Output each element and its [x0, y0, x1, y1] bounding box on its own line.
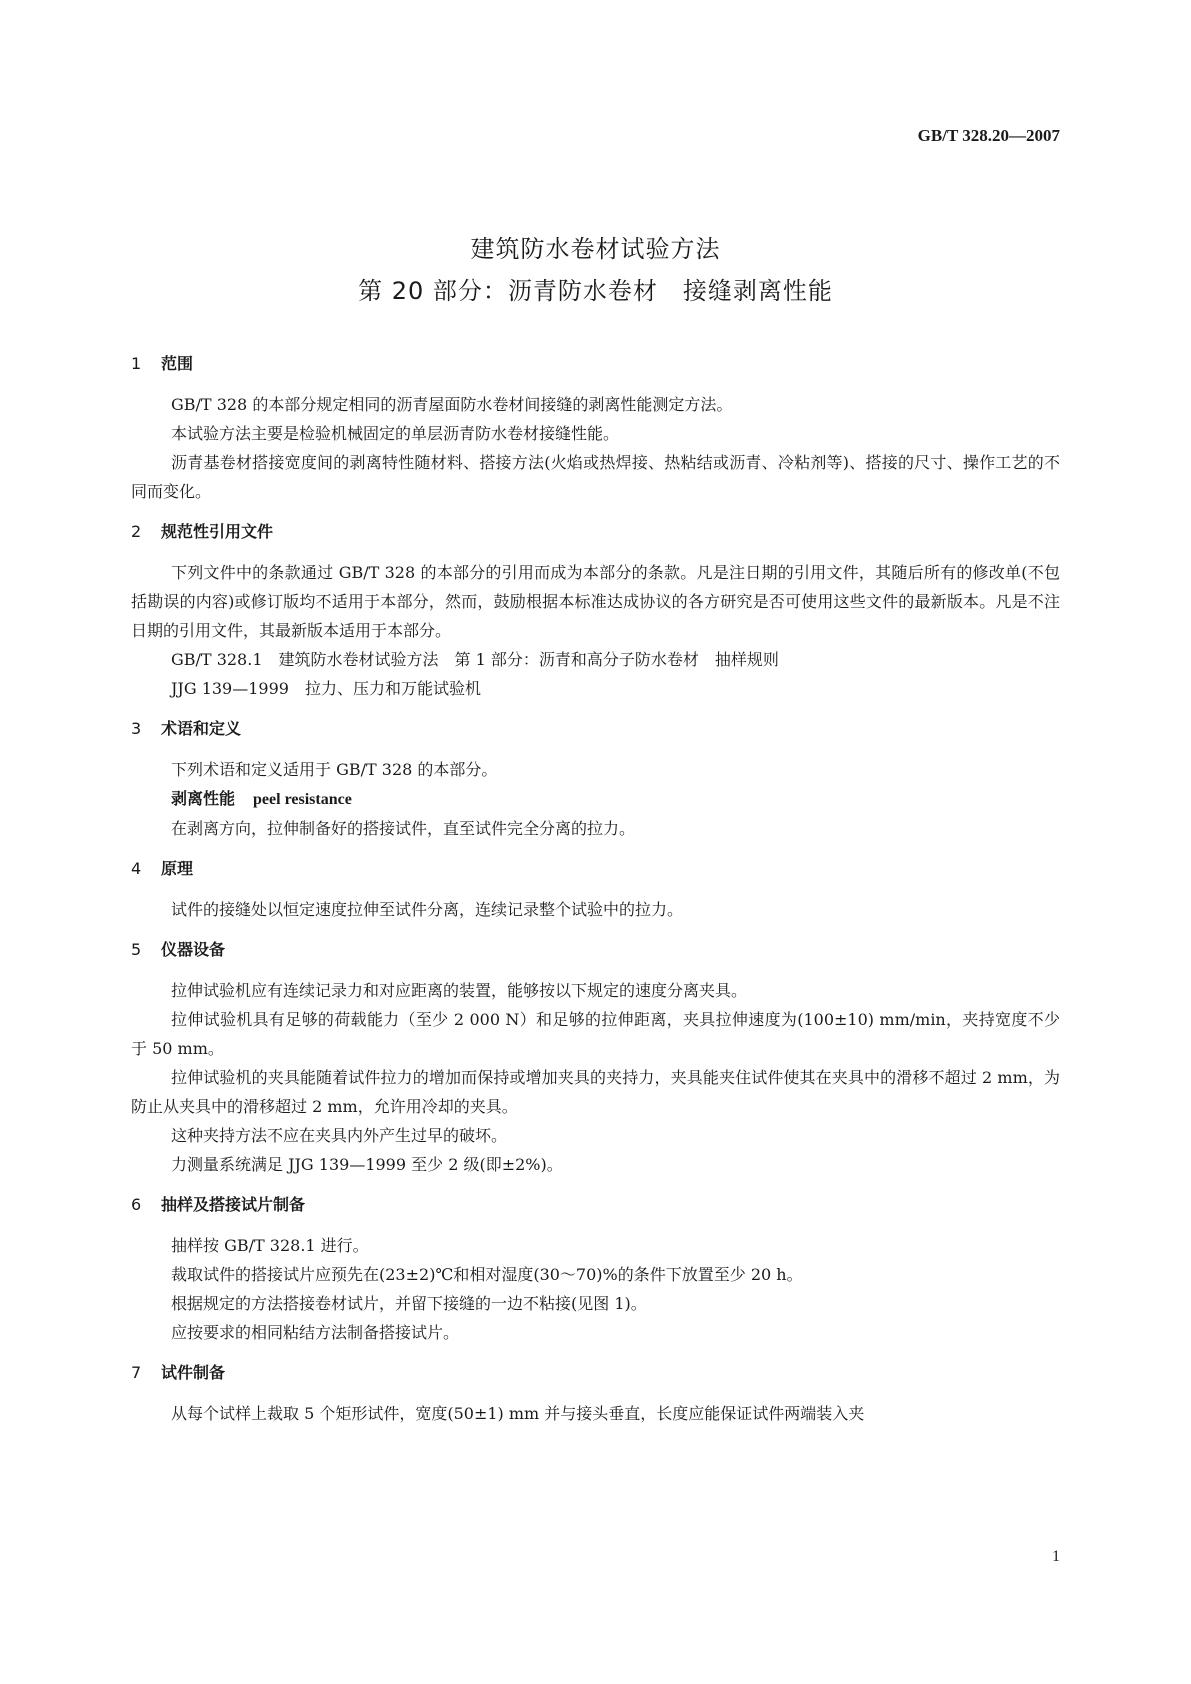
page-number: 1: [1052, 1548, 1060, 1565]
section-heading: [131, 1361, 1060, 1385]
section-2: [131, 520, 1060, 703]
paragraph: 拉伸试验机的夹具能随着试件拉力的增加而保持或增加夹具的夹持力，夹具能夹住试件使其在夹具中的滑移不超过 2 mm，为防止从夹具中的滑移超过 2 mm，允许用冷却的夹具。: [131, 1068, 1060, 1116]
section-title: 抽样及搭接试片制备: [161, 1195, 306, 1214]
section-heading: [131, 938, 1060, 962]
term-chinese: 剥离性能: [171, 789, 236, 808]
title-line-1: 建筑防水卷材试验方法: [470, 235, 721, 263]
term-entry: [131, 784, 1060, 814]
section-number: 4: [131, 859, 142, 878]
section-number: 7: [131, 1363, 142, 1382]
section-3: [131, 717, 1060, 843]
standard-code: GB/T 328.20—2007: [917, 126, 1060, 145]
section-heading: [131, 352, 1060, 376]
section-heading: [131, 717, 1060, 741]
section-number: 1: [131, 354, 142, 373]
section-number: 2: [131, 522, 142, 541]
section-title: 原理: [161, 859, 194, 878]
term-definition: 在剥离方向，拉伸制备好的搭接试件，直至试件完全分离的拉力。: [171, 819, 636, 838]
paragraph: 裁取试件的搭接试片应预先在(23±2)℃和相对湿度(30～70)%的条件下放置至少 20 h。: [171, 1265, 803, 1284]
paragraph: GB/T 328 的本部分规定相同的沥青屋面防水卷材间接缝的剥离性能测定方法。: [171, 395, 733, 414]
section-4: [131, 857, 1060, 924]
document-body: [131, 352, 1060, 1442]
section-6: [131, 1193, 1060, 1347]
paragraph: 抽样按 GB/T 328.1 进行。: [171, 1236, 369, 1255]
section-title: 试件制备: [161, 1363, 226, 1382]
section-number: 3: [131, 719, 142, 738]
reference-item: GB/T 328.1 建筑防水卷材试验方法 第 1 部分：沥青和高分子防水卷材 抽样规则: [171, 650, 779, 669]
section-number: 5: [131, 940, 142, 959]
section-title: 术语和定义: [161, 719, 242, 738]
section-number: 6: [131, 1195, 142, 1214]
section-title: 规范性引用文件: [161, 522, 274, 541]
paragraph: 试件的接缝处以恒定速度拉伸至试件分离，连续记录整个试验中的拉力。: [171, 900, 684, 919]
document-title: [0, 228, 1191, 312]
paragraph: 这种夹持方法不应在夹具内外产生过早的破坏。: [171, 1126, 508, 1145]
paragraph: 下列术语和定义适用于 GB/T 328 的本部分。: [171, 760, 498, 779]
section-5: [131, 938, 1060, 1179]
section-7: [131, 1361, 1060, 1428]
paragraph: 下列文件中的条款通过 GB/T 328 的本部分的引用而成为本部分的条款。凡是注日期的引用文件，其随后所有的修改单(不包括勘误的内容)或修订版均不适用于本部分，然而，鼓励根据本标准达成协议的各方研究是否可使用这些文件的最新版本。凡是不注日期的引用文件，其最新版本适用于本部分。: [131, 563, 1060, 640]
reference-item: JJG 139—1999 拉力、压力和万能试验机: [171, 679, 481, 698]
section-heading: [131, 1193, 1060, 1217]
term-english: peel resistance: [253, 791, 352, 808]
paragraph: 力测量系统满足 JJG 139—1999 至少 2 级(即±2%)。: [171, 1155, 563, 1174]
section-heading: [131, 520, 1060, 544]
title-line-2: 第 20 部分：沥青防水卷材 接缝剥离性能: [358, 277, 833, 305]
paragraph: 根据规定的方法搭接卷材试片，并留下接缝的一边不粘接(见图 1)。: [171, 1294, 647, 1313]
section-title: 范围: [161, 354, 194, 373]
section-1: [131, 352, 1060, 506]
paragraph: 沥青基卷材搭接宽度间的剥离特性随材料、搭接方法(火焰或热焊接、热粘结或沥青、冷粘剂等)、搭接的尺寸、操作工艺的不同而变化。: [131, 453, 1060, 501]
paragraph: 拉伸试验机应有连续记录力和对应距离的装置，能够按以下规定的速度分离夹具。: [171, 981, 748, 1000]
paragraph: 拉伸试验机具有足够的荷载能力（至少 2 000 N）和足够的拉伸距离，夹具拉伸速度为(100±10) mm/min，夹持宽度不少于 50 mm。: [131, 1010, 1060, 1058]
section-title: 仪器设备: [161, 940, 226, 959]
paragraph: 应按要求的相同粘结方法制备搭接试片。: [171, 1323, 460, 1342]
section-heading: [131, 857, 1060, 881]
paragraph: 本试验方法主要是检验机械固定的单层沥青防水卷材接缝性能。: [171, 424, 620, 443]
paragraph: 从每个试样上裁取 5 个矩形试件，宽度(50±1) mm 并与接头垂直，长度应能保证试件两端装入夹: [171, 1404, 865, 1423]
